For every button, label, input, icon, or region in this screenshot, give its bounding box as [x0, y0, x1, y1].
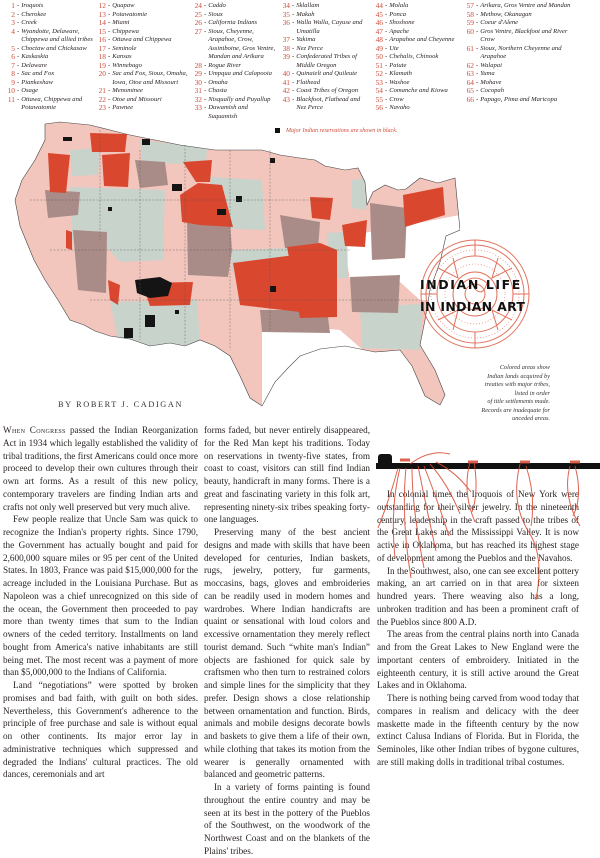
legend-dash: - [204, 27, 207, 35]
legend-number: 41 [282, 77, 290, 87]
legend-dash: - [17, 2, 20, 9]
legend-tribe-name: Otoe and Missouri [112, 95, 162, 103]
legend-tribe-name: Navaho [389, 104, 410, 111]
legend-number: 52 [375, 69, 383, 78]
legend-dash: - [204, 61, 207, 69]
legend-tribe-name: Piankeshaw [21, 78, 54, 86]
legend-dash: - [476, 10, 479, 18]
legend-dash: - [385, 2, 388, 9]
legend-dash: - [476, 70, 479, 77]
legend-tribe-name: Sac and Fox, Sioux, Omaha, Iowa, Otoe and Missouri [112, 70, 188, 86]
legend-dash: - [204, 2, 207, 9]
legend-dash: - [292, 53, 295, 60]
legend-number: 1 [11, 1, 15, 10]
legend-number: 18 [98, 52, 106, 61]
legend-tribe-name: Ottawa and Chippewa [112, 36, 172, 43]
legend-dash: - [292, 95, 295, 103]
map-area-red-wisconsin [310, 197, 333, 220]
legend-number: 60 [466, 26, 474, 36]
legend-dash: - [385, 61, 388, 69]
legend-tribe-name: Quinaielt and Quileute [296, 70, 358, 77]
map-caption [470, 364, 550, 424]
article-paragraph: Few people realize that Uncle Sam was quick to recognize the Indian's property rights. Since 1790, the Government has actually bought and paid for 2,600,000 square miles or 95 per cent of the United States. In 1803, France was paid $15,000,000 for the acreage included in the Louisiana Purchase. But as Napoleon was a chief unrecognized on this side of the ocean, the Government then proceeded to pay more than twenty times that sum to the Indian owners of the ceded territory. Installments on land bought from America's native inhabitants are still being met. The most recent was a payment of more than $5,000,000 to the Indians of California. [3, 514, 198, 678]
legend-number: 23 [98, 103, 106, 112]
legend-dash: - [204, 78, 207, 86]
legend-item [461, 79, 581, 88]
legend-tribe-name: Yakima [296, 36, 316, 43]
legend-dash: - [17, 19, 20, 26]
legend-number: 32 [194, 94, 202, 104]
map-area-sage-washington [70, 148, 100, 176]
legend-tribe-name: Sac and Fox [21, 70, 55, 77]
legend-tribe-name: Creek [21, 19, 37, 26]
legend-number: 54 [375, 86, 383, 95]
legend-dash: - [17, 27, 20, 35]
legend-item [461, 62, 581, 71]
legend-dash: - [17, 95, 20, 103]
legend-dash: - [476, 87, 479, 94]
map-area-red-california [66, 230, 72, 250]
legend-dash: - [108, 61, 111, 69]
legend-item [461, 2, 581, 11]
legend-dash: - [204, 87, 207, 94]
legend-dash: - [385, 53, 388, 60]
legend-dash: - [385, 104, 388, 111]
legend-number: 26 [194, 18, 202, 27]
legend-tribe-name: Rogue River [208, 61, 241, 69]
paragraph-text: passed the Indian Reorganization Act in 1934 which legally established the validity of tribal traditions, the first Americans could once more proceed to develop their own cultures through their own art forms. As a result of this new policy, contemporary travelers are finding Indian arts and crafts not only well preserved but very much alive. [3, 425, 198, 512]
legend-dash: - [476, 19, 479, 26]
legend-number: 11 [7, 94, 15, 104]
legend-tribe-name: Potawatomie [112, 10, 148, 18]
byline: BY ROBERT J. CADIGAN [58, 400, 184, 409]
legend-number: 15 [98, 26, 106, 36]
map-note-text: Major Indian reservations are shown in black. [286, 128, 398, 134]
legend-dash: - [292, 78, 295, 86]
legend-number: 36 [282, 18, 290, 27]
legend-dash: - [108, 44, 111, 52]
caption-line: treaties with major tribes, [484, 381, 550, 388]
legend-tribe-name: Pawnee [112, 104, 134, 111]
legend-tribe-name: Gros Ventre, Blackfoot and River Crow [480, 27, 568, 43]
legend-dash: - [476, 44, 479, 52]
map-area-red-idaho [102, 153, 130, 187]
legend-tribe-name: Crow [389, 95, 404, 103]
reservation-hopi [175, 310, 179, 314]
legend-dash: - [17, 61, 20, 69]
legend-tribe-name: Cherokee [21, 10, 47, 18]
legend-item [461, 96, 581, 105]
legend-dash: - [204, 104, 207, 111]
reservation-standing-rock [236, 196, 242, 202]
legend-tribe-name: Seminole [112, 44, 137, 52]
legend-tribe-name: Yuma [480, 70, 495, 77]
map-note [275, 128, 397, 134]
legend-tribe-name: Makah [296, 10, 315, 18]
legend-dash: - [476, 95, 479, 103]
caption-line: unceded areas. [512, 415, 550, 422]
caption-line: listed in order [514, 389, 550, 397]
lead-in: When Congress [3, 425, 66, 435]
legend-tribe-name: Sklallam [296, 2, 320, 9]
reservation-duck-valley [108, 207, 112, 211]
legend-dash: - [292, 70, 295, 77]
legend-tribe-name: Flathead [296, 78, 321, 86]
legend-number: 58 [466, 9, 474, 19]
legend-number: 17 [98, 43, 106, 53]
legend-number: 16 [98, 35, 106, 44]
peace-pipe-illustration [370, 440, 600, 600]
legend-tribe-name: Caddo [208, 2, 226, 9]
treaty-lands-map [0, 0, 460, 420]
legend-dash: - [292, 10, 295, 18]
legend-tribe-name: Duwamish and Suquamish [208, 104, 248, 120]
reservation-north [142, 139, 150, 145]
legend-tribe-name: Sioux, Cheyenne, Arapahoe, Crow, Assiniboine, Gros Ventre, Mandan and Arikara [208, 27, 276, 60]
legend-number: 45 [375, 9, 383, 19]
article-paragraph [3, 424, 198, 513]
map-area-taupe-nevada [73, 230, 107, 293]
reservation-papago [124, 328, 133, 338]
article-column-1 [3, 424, 198, 781]
legend-tribe-name: Confederated Tribes of Middle Oregon [296, 53, 358, 69]
legend-dash: - [108, 53, 111, 60]
legend-tribe-name: Sioux [208, 10, 223, 18]
legend-number: 29 [194, 69, 202, 78]
map-area-taupe-ohio [370, 203, 407, 260]
legend-number: 19 [98, 60, 106, 70]
reservation-yakima [63, 137, 72, 141]
legend-number: 64 [466, 77, 474, 87]
article-paragraph: There is nothing being carved from wood today that compares in realism and delicacy with the deer maskette made in the fifteenth century by the now extinct Calusa Indians of Florida. But in Florida, the Seminoles, like other Indian tribes of bygone cultures, are still making dolls in traditional tribal costumes. [377, 693, 579, 767]
legend-number: 66 [466, 94, 474, 104]
legend-number: 21 [98, 86, 106, 95]
legend-number: 46 [375, 18, 383, 27]
legend-number: 55 [375, 94, 383, 104]
legend-number: 47 [375, 26, 383, 36]
legend-dash: - [204, 95, 207, 103]
legend-number: 13 [98, 9, 106, 19]
legend-tribe-name: Kaskaskia [21, 53, 49, 60]
legend-dash: - [292, 87, 295, 94]
legend-number: 12 [98, 1, 106, 10]
article-paragraph: The areas from the central plains north into Canada and from the Great Lakes to New England were the important centers of embroidery. Initiated in the eighteenth century, it is still active around the Great Lakes and in Oklahoma. [377, 629, 579, 691]
legend-number: 9 [11, 77, 15, 87]
legend-number: 35 [282, 9, 290, 19]
legend-number: 56 [375, 103, 383, 112]
legend-number: 48 [375, 35, 383, 44]
legend-dash: - [476, 61, 479, 69]
legend-number: 61 [466, 43, 474, 53]
article-paragraph: In colonial times the Iroquois of New York were outstanding for their silver jewelry. In the nineteenth century, leadership in the craft passed to the tribes of the Great Lakes and the Mississippi Valley. It is now active in Oklahoma, but has reached its highest stage of development among the Pueblos and the Navahos. [377, 489, 579, 563]
legend-dash: - [108, 19, 111, 26]
pipe-feathers [378, 453, 580, 600]
article-paragraph: In the Southwest, also, one can see excellent pottery making, an art carried on in that area for sixteen hundred years. There weaving also has a long, unbroken tradition and has been a prominent craft of the Pueblos since 800 A.D. [377, 565, 579, 627]
article-paragraph: In a variety of forms painting is found throughout the entire country and may be seen at its best in the pottery of the Pueblos of the Southwest, on the woodwork of the Northwest Coast and on the blankets of the Plains' tribes. [204, 782, 370, 856]
reservation-wind-river [172, 184, 182, 191]
legend-number: 43 [282, 94, 290, 104]
legend-number: 3 [11, 18, 15, 27]
legend-tribe-name: Coeur d'Alene [480, 19, 519, 26]
legend-number: 33 [194, 103, 202, 112]
legend-number: 59 [466, 18, 474, 27]
legend-dash: - [108, 95, 111, 103]
legend-number: 44 [375, 1, 383, 10]
legend-tribe-name: Choctaw and Chickasaw [21, 44, 87, 52]
legend-number: 65 [466, 86, 474, 95]
legend-dash: - [204, 10, 207, 18]
legend-dash: - [108, 27, 111, 35]
caption-line: of title settlements made. [487, 398, 550, 405]
legend-number: 31 [194, 86, 202, 95]
legend-tribe-name: California Indians [208, 19, 258, 26]
legend-tribe-name: Ponca [389, 10, 407, 18]
legend-dash: - [292, 44, 295, 52]
legend-tribe-name: Chippewa [112, 27, 139, 35]
legend-dash: - [385, 95, 388, 103]
article-paragraph: Land “negotiations” were spotted by broken promises and bad faith, with guilt on both sides. Nevertheless, this Government's adherence to the principle of free purchase and sale is without equal on other continents. Its major error lay in administrative techniques which suppressed and degraded the Indians' cultural practices. The old dances, ceremonials and art [3, 680, 198, 780]
legend-tribe-name: Papago, Pima and Maricopa [480, 95, 558, 103]
legend-number: 28 [194, 60, 202, 70]
legend-number: 62 [466, 60, 474, 70]
legend-dash: - [204, 19, 207, 26]
reservation-apache [145, 315, 155, 327]
legend-tribe-name: Miami [112, 19, 130, 26]
legend-dash: - [108, 10, 111, 18]
legend-tribe-name: Coast Tribes of Oregon [296, 87, 359, 94]
legend-dash: - [385, 44, 388, 52]
legend-tribe-name: Wyandotte, Delaware, Chippewa and allied tribes [21, 27, 93, 43]
map-area-taupe-oregon [45, 190, 80, 218]
legend-number: 22 [98, 94, 106, 104]
legend-number: 27 [194, 26, 202, 36]
legend-tribe-name: Blackfoot, Flathead and Nez Perce [296, 95, 361, 111]
legend-dash: - [385, 70, 388, 77]
legend-dash: - [292, 36, 295, 43]
legend-number: 39 [282, 52, 290, 61]
legend-dash: - [385, 36, 388, 43]
legend-tribe-name: Walapai [480, 61, 502, 69]
legend-number: 2 [11, 9, 15, 19]
caption-line: Colored areas show [499, 364, 550, 371]
legend-number: 6 [11, 52, 15, 61]
legend-dash: - [108, 36, 111, 43]
article-paragraph: Preserving many of the best ancient designs and made with skills that have been developed for centuries, Indian baskets, rugs, jewelry, pottery, fur garments, moccasins, bags, gloves and embroideries can be readily used in modern homes and wardrobes. Where Indian handicrafts are quaint or sensational with loud colors and excessive ornamentation they merely reflect tourist demand. Such “white man's Indian” objects are fashioned for quick sale by craftsmen who then turn to restrained colors and simple lines for the simplicity that they prefer. Design shows a close relationship between ornamentation and function. Birds, animals and mobile designs decorate bowls and baskets to give them a life of their own, while clothing that takes its motion from the wearer is generally ornamented with balanced and geometric patterns. [204, 527, 370, 780]
map-area-taupe-tennessee [350, 275, 400, 313]
legend-number: 8 [11, 69, 15, 78]
reservation-pine-ridge [217, 209, 226, 215]
legend-tribe-name: Methow, Okanagan [480, 10, 532, 18]
legend-dash: - [385, 19, 388, 26]
legend-dash: - [204, 70, 207, 77]
legend-number: 34 [282, 1, 290, 10]
legend-number: 20 [98, 69, 106, 78]
article-column-2 [204, 424, 370, 858]
legend-number: 51 [375, 60, 383, 70]
legend-tribe-name: Washoe [389, 78, 410, 86]
map-area-red-washington-east [90, 133, 127, 152]
legend-dash: - [17, 44, 20, 52]
map-area-sage-michigan [352, 178, 368, 210]
legend-tribe-name: Arikara, Gros Ventre and Mandan [480, 2, 571, 9]
legend-dash: - [17, 87, 20, 94]
legend-number: 53 [375, 77, 383, 87]
legend-tribe-name: Kansas [112, 53, 132, 60]
aztec-calendar-seal [418, 238, 532, 350]
legend-tribe-name: Paiute [389, 61, 407, 69]
legend-dash: - [385, 78, 388, 86]
legend-tribe-name: Apache [389, 27, 409, 35]
legend-number: 37 [282, 35, 290, 44]
legend-dash: - [17, 78, 20, 86]
legend-tribe-name: Cocopah [480, 87, 505, 94]
legend-number: 14 [98, 18, 106, 27]
legend-tribe-name: Menominee [112, 87, 143, 94]
black-square-icon [275, 128, 280, 133]
caption-line: Records are inadequate for [481, 406, 550, 414]
legend-tribe-name: Shoshone [389, 19, 415, 26]
legend-number: 10 [7, 86, 15, 95]
legend-number: 40 [282, 69, 290, 78]
title-line-2: IN INDIAN ART [420, 299, 526, 314]
legend-number: 7 [11, 60, 15, 70]
legend-tribe-name: Winnebago [112, 61, 142, 69]
legend-number: 38 [282, 43, 290, 53]
legend-tribe-name: Nisqually and Puyallup [208, 95, 271, 103]
legend-column-6 [461, 2, 581, 104]
legend-tribe-name: Ottawa, Chippewa and Potawatomie [21, 95, 83, 111]
reservation-red-lake [270, 158, 275, 163]
legend-dash: - [17, 53, 20, 60]
legend-dash: - [17, 70, 20, 77]
legend-dash: - [108, 104, 111, 111]
legend-dash: - [476, 78, 479, 86]
legend-tribe-name: Sioux, Northern Cheyenne and Arapahoe [480, 44, 562, 60]
legend-dash: - [385, 27, 388, 35]
legend-dash: - [108, 70, 111, 77]
legend-tribe-name: Nez Perce [296, 44, 323, 52]
legend-tribe-name: Comanche and Kiowa [389, 87, 448, 94]
reservation-osage [270, 286, 276, 292]
legend-item [461, 70, 581, 79]
legend-item [461, 28, 581, 45]
legend-tribe-name: Mohave [480, 78, 502, 86]
legend-number: 4 [11, 26, 15, 36]
legend-tribe-name: Osage [21, 87, 39, 94]
legend-number: 25 [194, 9, 202, 19]
legend-dash: - [108, 87, 111, 94]
legend-dash: - [476, 2, 479, 9]
legend-number: 30 [194, 77, 202, 87]
legend-number: 5 [11, 43, 15, 53]
legend-item [461, 11, 581, 20]
legend-number: 24 [194, 1, 202, 10]
legend-tribe-name: Walla Walla, Cayuse and Umatilla [296, 19, 363, 35]
legend-tribe-name: Quapaw [112, 2, 135, 9]
legend-dash: - [292, 19, 295, 26]
legend-tribe-name: Arapahoe and Cheyenne [389, 36, 455, 43]
legend-number: 63 [466, 69, 474, 78]
legend-tribe-name: Molala [389, 2, 409, 9]
legend-dash: - [108, 2, 111, 9]
legend-dash: - [17, 10, 20, 18]
legend-tribe-name: Chasta [208, 87, 227, 94]
pipe-stem [376, 463, 600, 469]
legend-item [461, 45, 581, 62]
legend-number: 50 [375, 52, 383, 61]
legend-tribe-name: Omaha [208, 78, 228, 86]
legend-item [461, 19, 581, 28]
legend-tribe-name: Chehalis, Chinook [389, 53, 439, 60]
legend-number: 42 [282, 86, 290, 95]
legend-number: 49 [375, 43, 383, 53]
caption-line: Indian lands acquired by [487, 372, 550, 380]
legend-dash: - [385, 10, 388, 18]
legend-tribe-name: Delaware [21, 61, 47, 69]
legend-tribe-name: Iroquois [21, 2, 44, 9]
title-line-1: INDIAN LIFE [420, 277, 522, 292]
legend-tribe-name: Ute [389, 44, 399, 52]
legend-tribe-name: Umpqua and Calapooia [208, 70, 272, 77]
legend-item [461, 87, 581, 96]
article-paragraph: forms faded, but never entirely disappeared, for the Red Man kept his traditions. Today on reservations in twenty-five states, from coast to coast, visitors can still find Indian beauty, handicraft in many forms. There is a great and fascinating variety in this folk art, representing ninety-six tribes speaking forty-one languages. [204, 425, 370, 525]
legend-dash: - [476, 27, 479, 35]
legend-tribe-name: Klamath [389, 70, 412, 77]
legend-number: 57 [466, 1, 474, 10]
map-area-taupe-plains [187, 220, 232, 277]
legend-dash: - [385, 87, 388, 94]
legend-dash: - [292, 2, 295, 9]
